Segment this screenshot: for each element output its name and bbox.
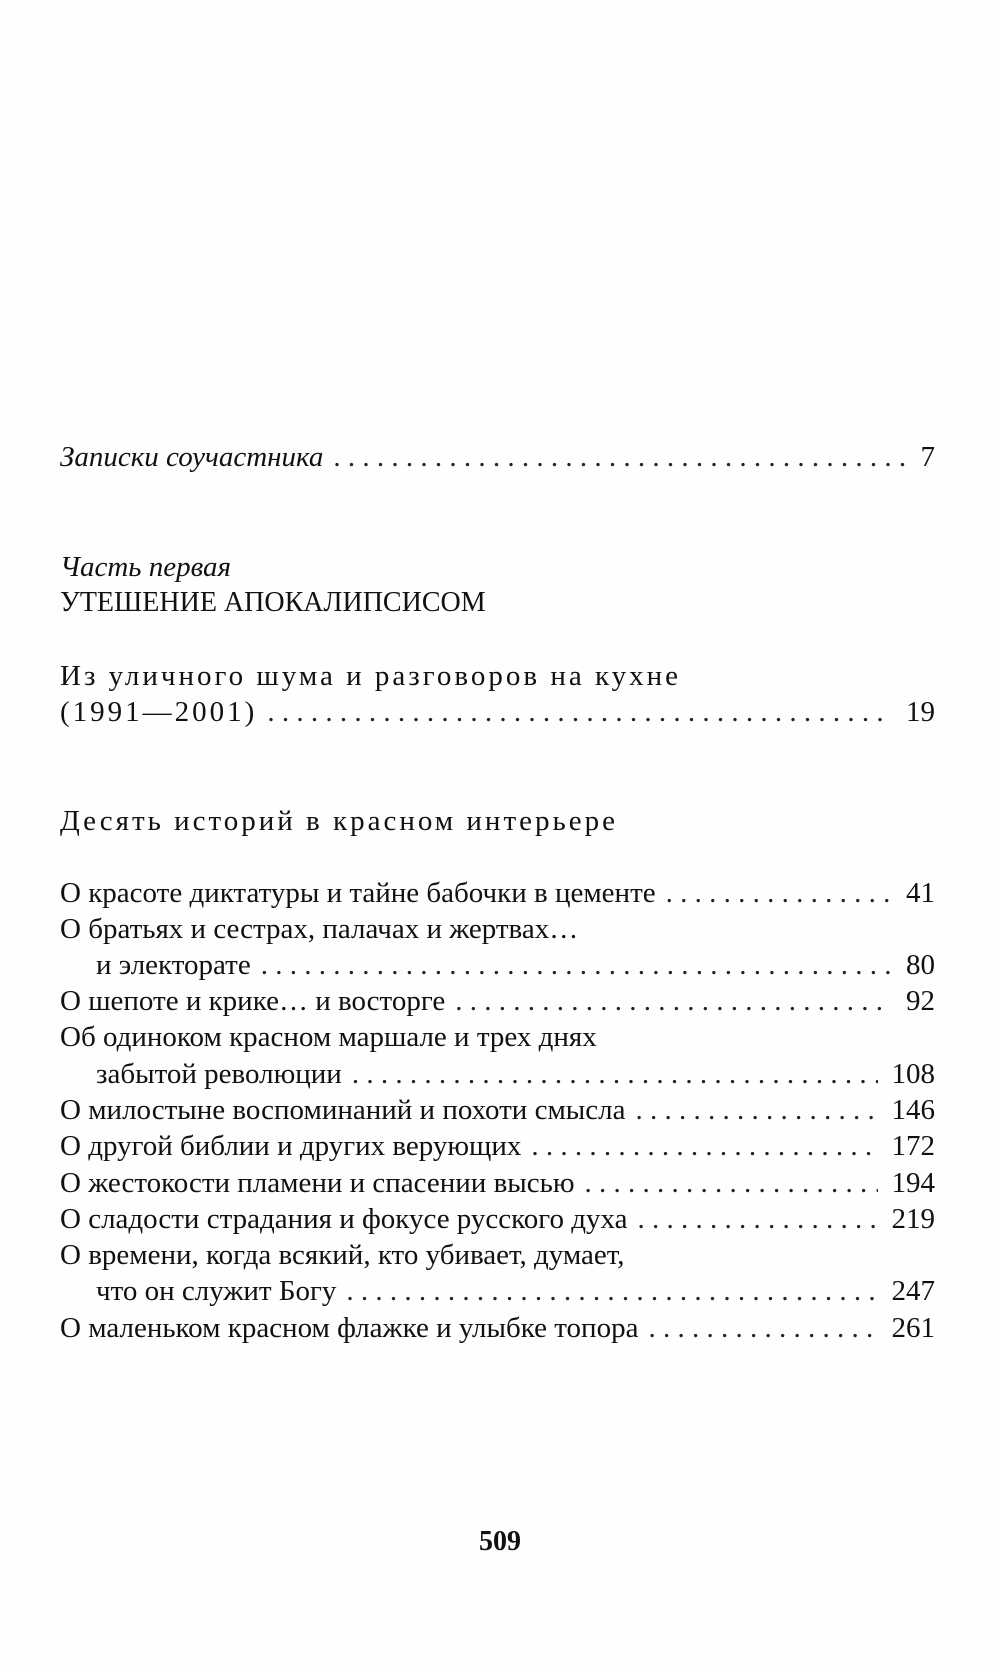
toc-entry-page: 194 (891, 1167, 935, 1199)
toc-entry-title: забытой революции (96, 1058, 342, 1090)
part-label: Часть первая (60, 551, 231, 583)
toc-entry-title: О другой библии и других верующих (60, 1130, 522, 1162)
toc-entry[interactable] (60, 1127, 935, 1165)
toc-entry-title: что он служит Богу (96, 1275, 337, 1307)
toc-entry[interactable] (60, 1164, 935, 1202)
dot-leader (267, 693, 892, 731)
toc-entry-title: О жестокости пламени и спасении высью (60, 1167, 575, 1199)
toc-entry[interactable] (96, 946, 935, 984)
toc-entry-page: 19 (906, 696, 935, 728)
toc-entry[interactable] (60, 1091, 935, 1129)
toc-entry-page: 146 (891, 1094, 935, 1126)
toc-entry-page: 7 (920, 441, 935, 473)
dot-leader (636, 1091, 878, 1129)
dot-leader (648, 1309, 877, 1347)
toc-entry-page: 92 (906, 985, 935, 1017)
dot-leader (637, 1200, 877, 1238)
toc-entry[interactable] (60, 982, 935, 1020)
toc-entry-title: О милостыне воспоминаний и похоти смысла (60, 1094, 626, 1126)
section-title-line1: Из уличного шума и разговоров на кухне (60, 660, 682, 692)
toc-entry-intro[interactable] (60, 438, 935, 476)
toc-entry-title: О красоте диктатуры и тайне бабочки в цементе (60, 877, 656, 909)
toc-entry-title: О сладости страдания и фокусе русского духа (60, 1203, 628, 1235)
dot-leader (666, 874, 892, 912)
toc-entry-section1[interactable] (60, 693, 935, 731)
toc-entry[interactable] (96, 1272, 935, 1310)
toc-entry-title-line1: Об одиноком красном маршале и трех днях (60, 1021, 597, 1053)
toc-entry-page: 108 (891, 1058, 935, 1090)
dot-leader (352, 1055, 878, 1093)
toc-entry-title-line1: О братьях и сестрах, палачах и жертвах… (60, 913, 579, 945)
part-title: УТЕШЕНИЕ АПОКАЛИПСИСОМ (60, 587, 486, 618)
toc-entry[interactable] (96, 1055, 935, 1093)
dot-leader (585, 1164, 878, 1202)
toc-entry-title: и электорате (96, 949, 251, 981)
dot-leader (455, 982, 892, 1020)
toc-entry-page: 219 (891, 1203, 935, 1235)
toc-entry-page: 80 (906, 949, 935, 981)
dot-leader (261, 946, 892, 984)
toc-entry-page: 41 (906, 877, 935, 909)
section-heading: Десять историй в красном интерьере (60, 805, 618, 837)
toc-entry-title: О шепоте и крике… и восторге (60, 985, 446, 1017)
dot-leader (346, 1272, 877, 1310)
toc-entry-title: О маленьком красном флажке и улыбке топора (60, 1312, 639, 1344)
dot-leader (531, 1127, 877, 1165)
page-number: 509 (479, 1526, 521, 1557)
toc-entry-title: Записки соучастника (60, 441, 324, 473)
toc-entry-page: 261 (891, 1312, 935, 1344)
toc-entry[interactable] (60, 1309, 935, 1347)
dot-leader (333, 438, 906, 476)
toc-entry[interactable] (60, 874, 935, 912)
toc-entry-page: 172 (891, 1130, 935, 1162)
toc-entry-page: 247 (891, 1275, 935, 1307)
toc-entry[interactable] (60, 1200, 935, 1238)
toc-entry-title-line1: О времени, когда всякий, кто убивает, думает, (60, 1239, 625, 1271)
toc-entry-title: (1991—2001) (60, 696, 258, 728)
